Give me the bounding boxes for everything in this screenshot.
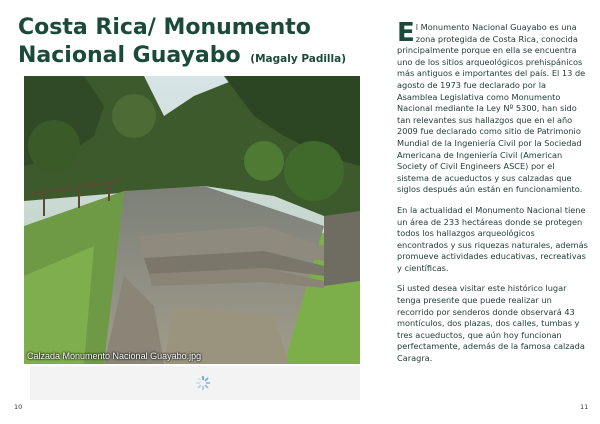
page-number-right: 11 <box>580 403 589 411</box>
article-text <box>397 18 588 374</box>
drop-cap: E <box>397 18 415 48</box>
article-paragraph-3: Si usted desea visitar este histórico lugar tenga presente que puede realizar un recorrido por senderos donde observará 43 montículos, dos plazas, dos calles, tumbas y tres acueductos, que aún hoy funcionan perfectamente, además de la famosa calzada Caragra. <box>397 283 585 364</box>
guayabo-photo <box>24 76 360 364</box>
loading-spinner-icon <box>195 375 211 391</box>
photo-illustration <box>24 76 360 364</box>
photo-caption: Calzada Monumento Nacional Guayabo.jpg <box>27 351 202 361</box>
article-paragraph-1 <box>397 18 588 196</box>
page-number-left: 10 <box>14 403 23 411</box>
author-name: (Magaly Padilla) <box>250 53 347 65</box>
paragraph-1-text: l Monumento Nacional Guayabo es una zona protegida de Costa Rica, conocida principalmente porque en ella se encuentra uno de los sitios arqueológicos prehispánicos más antiguos e importantes del país. El 13 de agosto de 1973 fue declarado por la Asamblea Legislativa como Monumento Nacional mediante la Ley Nº 5300, han sido tan relevantes sus hallazgos que en el año 2009 fue declarado como sitio de Patrimonio Mundial de la Ingeniería Civil por la Sociedad Americana de Ingeniería Civil (American Society of Civil Engineers ASCE) por el sistema de acueductos y sus calzadas que siglos después aún están en funcionamiento. <box>397 22 586 195</box>
article-paragraph-2: En la actualidad el Monumento Nacional tiene un área de 233 hectáreas donde se protegen todos los hallazgos arqueológicos encontrados y sus riquezas naturales, además promueve actividades educativas, recreativas y científicas. <box>397 204 588 273</box>
title-text: Costa Rica/ Monumento Nacional Guayabo <box>18 15 311 68</box>
page-title <box>18 14 358 73</box>
